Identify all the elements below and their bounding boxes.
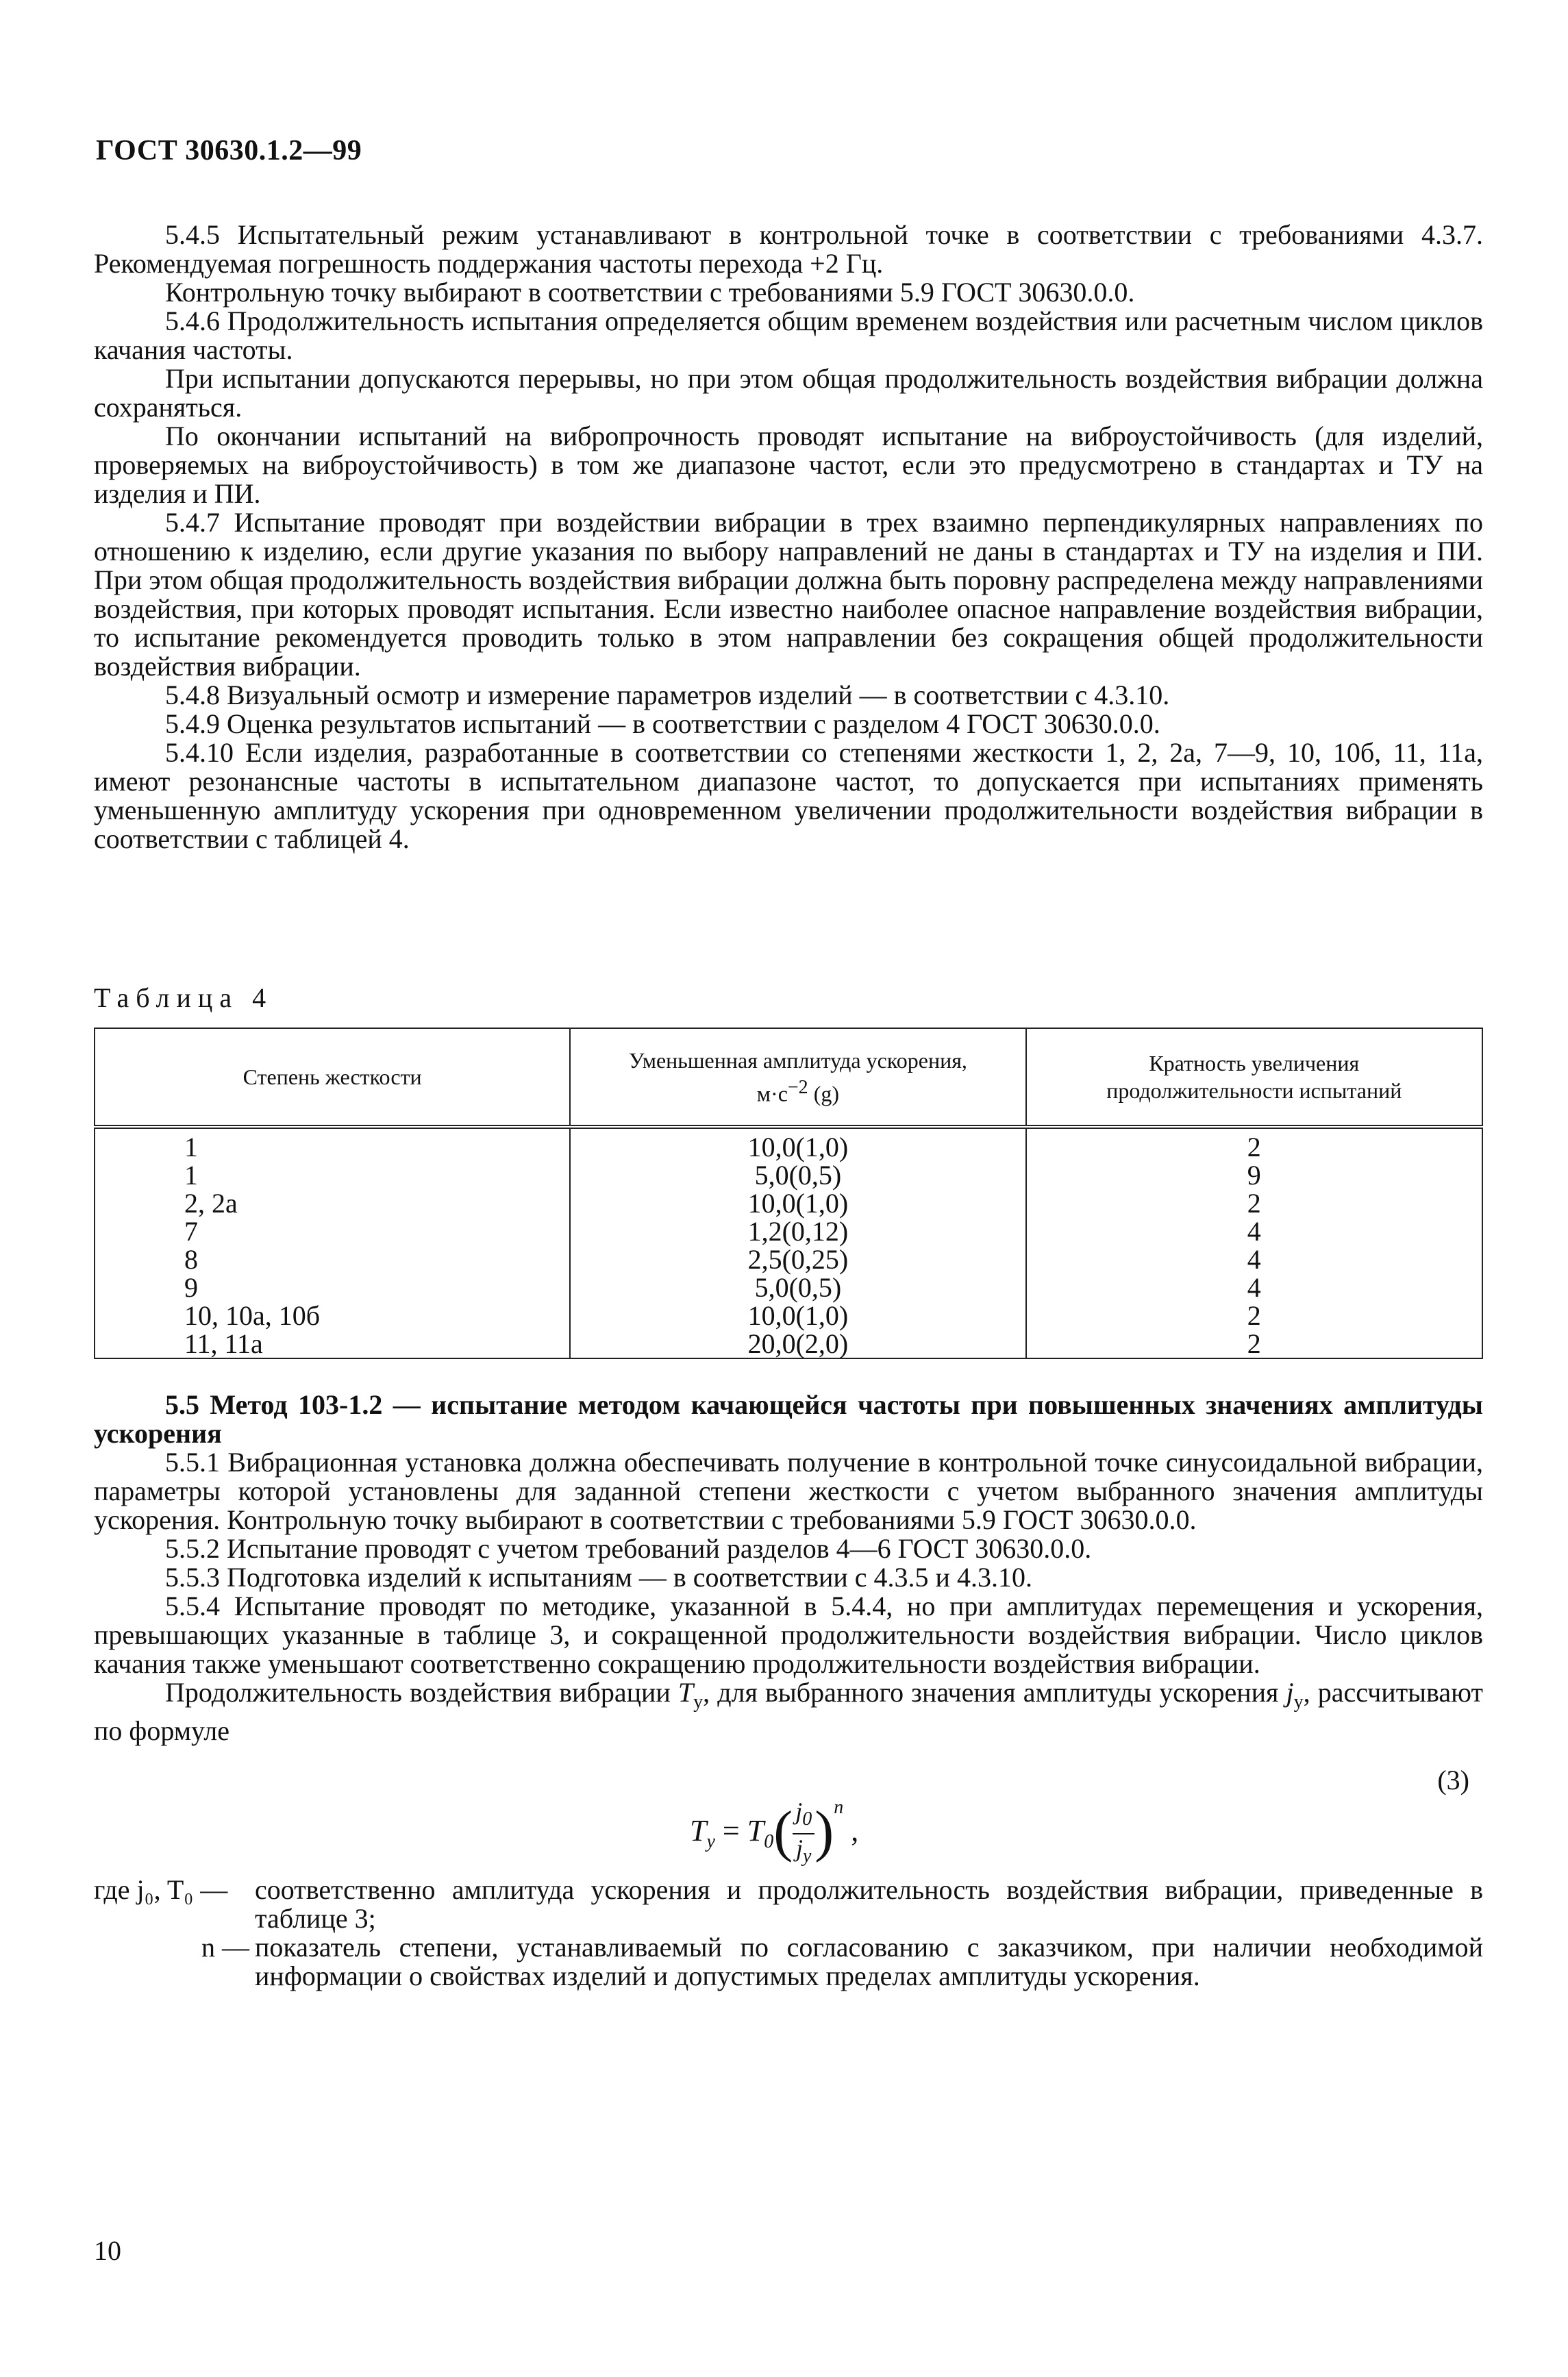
cell-amplitude: 2,5(0,25) [570,1245,1025,1273]
duration-symbol-sub: у [693,1691,704,1713]
table-caption: Таблица 4 [94,982,273,1013]
formula-t0-sub: 0 [764,1830,774,1852]
paragraph-breaks: При испытании допускаются перерывы, но при этом общая продолжительность воздействия вибрации должна сохраняться. [94,363,1483,423]
cell-degree: 9 [95,1273,570,1302]
formula-numerator [793,1797,814,1834]
table-4 [94,1028,1483,1359]
formula-exponent: n [834,1797,844,1818]
duration-symbol: T [677,1677,694,1708]
formula-3 [94,1766,1483,1869]
acceleration-symbol-sub: у [1293,1691,1304,1713]
paragraph-5-5-2: 5.5.2 Испытание проводят с учетом требований разделов 4—6 ГОСТ 30630.0.0. [165,1533,1092,1564]
paragraph-5-5-1: 5.5.1 Вибрационная установка должна обеспечивать получение в контрольной точке синусоидальной вибрации, параметры которой установлены для заданной степени жесткости с учетом выбранного значения амплитуды ускорения. Контрольную точку выбирают в соответствии с требованиями 5.9 ГОСТ 30630.0.0. [94,1447,1483,1535]
paragraph-5-4-7: 5.4.7 Испытание проводят при воздействии вибрации в трех взаимно перпендикулярных направлениях по отношению к изделию, если другие указания по выбору направлений не даны в стандартах и ТУ на изделия и ПИ. При этом общая продолжительность воздействия вибрации должна быть поровну распределена между направлениями воздействия, при которых проводят испытания. Если известно наиболее опасное направление воздействия вибрации, то испытание рекомендуется проводить только в этом направлении без сокращения общей продолжительности воздействия вибрации. [94,507,1483,682]
header-amplitude-unit-exp: −2 [787,1076,808,1098]
formula-lhs: T [690,1814,707,1847]
table-row [95,1189,1482,1217]
duration-text-b: , для выбранного значения амплитуды ускорения [703,1677,1286,1708]
cell-degree: 1 [95,1127,570,1161]
paragraph-vibration-stability: По окончании испытаний на вибропрочность проводят испытание на виброустойчивость (для изделий, проверяемых на виброустойчивость) в том же диапазоне частот, если это предусмотрено в стандартах и ТУ на изделия и ПИ. [94,421,1483,509]
formula-number: (3) [1437,1765,1469,1795]
document-header: ГОСТ 30630.1.2—99 [96,135,362,166]
cell-factor: 9 [1026,1161,1482,1189]
where-block [94,1876,1483,1991]
cell-amplitude: 5,0(0,5) [570,1161,1025,1189]
cell-amplitude: 1,2(0,12) [570,1217,1025,1245]
header-amplitude-unit: м·с [756,1081,788,1106]
acceleration-symbol: j [1286,1677,1294,1708]
cell-factor: 4 [1026,1245,1482,1273]
where-symbol: n — [201,1932,249,1963]
cell-degree: 11, 11а [95,1330,570,1358]
table-header-row [95,1028,1482,1127]
cell-factor: 2 [1026,1302,1482,1330]
header-degree: Степень жесткости [95,1028,570,1127]
cell-factor: 2 [1026,1127,1482,1161]
where-text: соответственно амплитуда ускорения и продолжительность воздействия вибрации, приведенные в таблице 3; [255,1874,1483,1934]
formula-equals: = [714,1814,747,1847]
top-text-block [94,221,1483,854]
cell-factor: 2 [1026,1330,1482,1358]
paragraph-5-4-10: 5.4.10 Если изделия, разработанные в соответствии со степенями жесткости 1, 2, 2а, 7—9, 10, 10б, 11, 11а, имеют резонансные частоты в испытательном диапазоне частот, то допускается при испытаниях применять уменьшенную амплитуду ускорения при одновременном увеличении продолжительности воздействия вибрации в соответствии с таблицей 4. [94,737,1483,854]
where-symbol: где j₀, T₀ — [94,1874,228,1905]
right-paren: ) [814,1800,834,1863]
cell-degree: 8 [95,1245,570,1273]
table-row [95,1273,1482,1302]
cell-degree: 2, 2а [95,1189,570,1217]
cell-amplitude: 10,0(1,0) [570,1189,1025,1217]
denominator-sub: у [803,1845,812,1867]
header-amplitude-unit-g: (g) [808,1081,839,1106]
where-item [94,1933,1483,1991]
section-title: 5.5 Метод 103-1.2 — испытание методом качающейся частоты при повышенных значениях амплитуды ускорения [94,1389,1483,1449]
paragraph-5-4-9: 5.4.9 Оценка результатов испытаний — в соответствии с разделом 4 ГОСТ 30630.0.0. [165,708,1160,739]
header-factor [1026,1028,1482,1127]
paragraph-control-point: Контрольную точку выбирают в соответствии с требованиями 5.9 ГОСТ 30630.0.0. [165,277,1135,308]
formula-comma: , [843,1814,859,1847]
where-item [94,1876,1483,1933]
where-text: показатель степени, устанавливаемый по согласованию с заказчиком, при наличии необходимой информации о свойствах изделий и допустимых пределах амплитуды ускорения. [255,1932,1483,1991]
paragraph-5-5-4: 5.5.4 Испытание проводят по методике, указанной в 5.4.4, но при амплитудах перемещения и ускорения, превышающих указанные в таблице 3, и сокращенной продолжительности воздействия вибрации. Число циклов качания также уменьшают соответственно сокращению продолжительности воздействия вибрации. [94,1591,1483,1679]
cell-factor: 4 [1026,1273,1482,1302]
table-row [95,1161,1482,1189]
paragraph-5-5-3: 5.5.3 Подготовка изделий к испытаниям — в соответствии с 4.3.5 и 4.3.10. [165,1562,1032,1593]
cell-amplitude: 10,0(1,0) [570,1302,1025,1330]
formula-expression [690,1793,858,1870]
numerator-symbol: j [795,1797,803,1825]
cell-degree: 1 [95,1161,570,1189]
cell-amplitude: 5,0(0,5) [570,1273,1025,1302]
cell-degree: 7 [95,1217,570,1245]
duration-text-c: , рассчитывают по формуле [94,1677,1483,1746]
cell-factor: 2 [1026,1189,1482,1217]
paragraph-5-4-8: 5.4.8 Визуальный осмотр и измерение параметров изделий — в соответствии с 4.3.10. [165,680,1170,710]
page-number: 10 [94,2235,121,2266]
formula-lhs-sub: у [706,1830,715,1852]
formula-fraction [793,1797,814,1870]
table-row [95,1217,1482,1245]
cell-factor: 4 [1026,1217,1482,1245]
cell-amplitude: 10,0(1,0) [570,1127,1025,1161]
paragraph-5-4-6: 5.4.6 Продолжительность испытания определяется общим временем воздействия или расчетным числом циклов качания частоты. [94,306,1483,365]
duration-text-a: Продолжительность воздействия вибрации [165,1677,678,1708]
formula-t0: T [747,1814,764,1847]
table-row [95,1330,1482,1358]
header-amplitude-line1: Уменьшенная амплитуда ускорения, [628,1047,967,1073]
denominator-symbol: j [796,1834,804,1862]
header-factor-line2: продолжительности испытаний [1106,1078,1402,1103]
cell-degree: 10, 10а, 10б [95,1302,570,1330]
header-amplitude [570,1028,1025,1127]
table-row [95,1302,1482,1330]
paragraph-duration-intro [94,1678,1483,1745]
section-5-5-block [94,1391,1483,1991]
header-factor-line1: Кратность увеличения [1149,1051,1360,1075]
table-row [95,1127,1482,1161]
table-row [95,1245,1482,1273]
cell-amplitude: 20,0(2,0) [570,1330,1025,1358]
paragraph-5-4-5: 5.4.5 Испытательный режим устанавливают в контрольной точке в соответствии с требованиями 4.3.7. Рекомендуемая погрешность поддержания частоты перехода +2 Гц. [94,219,1483,279]
left-paren: ( [773,1800,793,1863]
numerator-sub: 0 [802,1808,812,1830]
formula-denominator [793,1834,814,1870]
